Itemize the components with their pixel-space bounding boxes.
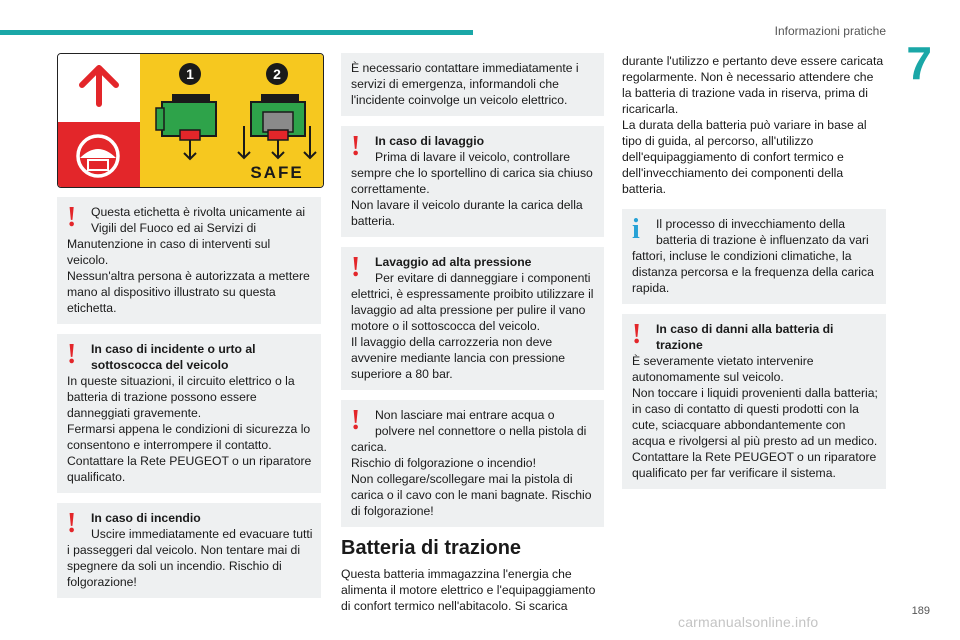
pressure-washing-warning-box <box>341 247 604 390</box>
emergency-services-box <box>341 53 604 116</box>
section-header-title: Informazioni pratiche <box>774 24 886 38</box>
fire-warning-box <box>57 503 321 598</box>
label-warning-text-2: Nessun'altra persona è autorizzata a mettere mano al dispositivo illustrato su questa etichetta. <box>67 269 310 315</box>
step-1-number: 1 <box>186 66 194 82</box>
accident-warning-text-3: Contattare la Rete PEUGEOT o un riparatore qualificato. <box>67 454 312 484</box>
safety-label-illustration <box>58 54 324 188</box>
page-number: 189 <box>911 605 930 617</box>
pressure-washing-text-1: Per evitare di danneggiare i componenti elettrici, è espressamente proibito utilizzare il lavaggio ad alta pressione per pulire il vano motore o il sottoscocca del veicolo. <box>351 271 594 333</box>
battery-continued-text-2: La durata della batteria può variare in base al tipo di guida, al percorso, all'utilizzo dell'equipaggiamento di confort termico e dell'invecchiamento dei componenti della batteria. <box>622 118 867 196</box>
battery-damage-text-2: Non toccare i liquidi provenienti dalla batteria; in caso di contatto di questi prodotti con la cute, sciacquare abbondantemente con acqua e rivolgersi al più presto ad un medico. <box>632 386 878 448</box>
section-heading: Batteria di trazione <box>341 537 522 559</box>
battery-damage-text-1: È severamente vietato intervenire autonomamente sul veicolo. <box>632 354 814 384</box>
column-1 <box>57 53 321 608</box>
warning-icon: ! <box>67 508 77 539</box>
washing-warning-text-1: Prima di lavare il veicolo, controllare sempre che lo sportellino di carica sia chiuso correttamente. <box>351 150 593 196</box>
battery-aging-info-box <box>622 209 886 304</box>
warning-icon: ! <box>351 131 361 162</box>
battery-damage-text-3: Contattare la Rete PEUGEOT o un riparatore qualificato per far verificare il sistema. <box>632 450 877 480</box>
battery-damage-warning-box <box>622 314 886 489</box>
battery-aging-text: Il processo di invecchiamento della batteria di trazione è influenzato da vari fattori, incluse le condizioni climatiche, la distanza percorsa e la frequenza della carica rapida. <box>632 217 874 295</box>
safe-label: SAFE <box>250 163 304 182</box>
header-accent-bar <box>0 30 473 35</box>
accident-warning-text-1: In queste situazioni, il circuito elettrico o la batteria di trazione possono essere danneggiati gravemente. <box>67 374 295 420</box>
accident-warning-title: In caso di incidente o urto al sottoscocca del veicolo <box>91 342 256 372</box>
battery-continued-text <box>622 53 886 197</box>
water-connector-text-3: Non collegare/scollegare mai la pistola di carica o il cavo con le mani bagnate. Rischio di folgorazione! <box>351 472 592 518</box>
warning-icon: ! <box>67 339 77 370</box>
pressure-washing-text-2: Il lavaggio della carrozzeria non deve avvenire mediante lancia con pressione superiore a 80 bar. <box>351 335 566 381</box>
battery-damage-title: In caso di danni alla batteria di trazione <box>656 322 834 352</box>
step-2-number: 2 <box>273 66 281 82</box>
fire-warning-title: In caso di incendio <box>91 511 201 525</box>
battery-continued-text-1: durante l'utilizzo e pertanto deve essere caricata regolarmente. Non è necessario attendere che la batteria di trazione vada in riserva, prima di ricaricarla. <box>622 54 884 116</box>
watermark: carmanualsonline.info <box>678 614 819 630</box>
column-3 <box>622 53 886 499</box>
pressure-washing-title: Lavaggio ad alta pressione <box>375 255 532 269</box>
washing-warning-box <box>341 126 604 237</box>
chapter-number: 7 <box>906 37 932 89</box>
warning-icon: ! <box>351 405 361 436</box>
label-warning-text-1: Questa etichetta è rivolta unicamente ai Vigili del Fuoco ed ai Servizi di Manutenzione in caso di interventi sul veicolo. <box>67 205 306 267</box>
water-connector-text-1: Non lasciare mai entrare acqua o polvere nel connettore o nella pistola di carica. <box>351 408 587 454</box>
column-2 <box>341 53 604 614</box>
warning-icon: ! <box>632 319 642 350</box>
battery-intro-text: Questa batteria immagazzina l'energia che alimenta il motore elettrico e l'equipaggiamento di confort termico nell'abitacolo. Si scarica <box>341 567 596 613</box>
emergency-services-text: È necessario contattare immediatamente i servizi di emergenza, informandoli che l'incidente coinvolge un veicolo elettrico. <box>351 61 579 107</box>
info-icon: i <box>632 214 640 245</box>
washing-warning-text-2: Non lavare il veicolo durante la carica della batteria. <box>351 198 583 228</box>
accident-warning-text-2: Fermarsi appena le condizioni di sicurezza lo consentono e interrompere il contatto. <box>67 422 311 452</box>
washing-warning-title: In caso di lavaggio <box>375 134 485 148</box>
warning-icon: ! <box>67 202 77 233</box>
accident-warning-box <box>57 334 321 493</box>
safety-label-figure <box>57 53 324 188</box>
warning-icon: ! <box>351 252 361 283</box>
water-connector-text-2: Rischio di folgorazione o incendio! <box>351 456 536 470</box>
label-warning-box <box>57 197 321 324</box>
water-connector-warning-box <box>341 400 604 527</box>
fire-warning-text: Uscire immediatamente ed evacuare tutti i passeggeri dal veicolo. Non tentare mai di spegnere da soli un incendio. Rischio di folgorazione! <box>67 527 313 589</box>
